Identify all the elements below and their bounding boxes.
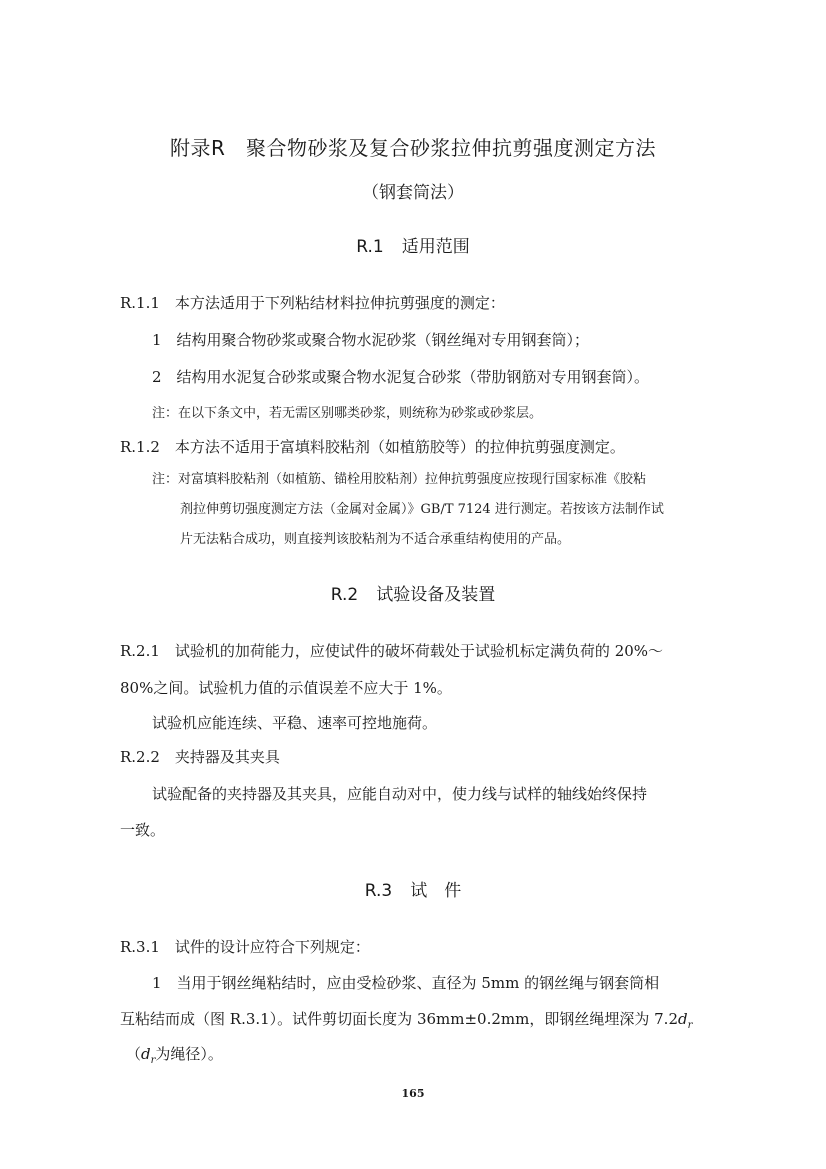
clause-r2-2-line-2: 一致。: [120, 821, 166, 839]
text-run: 为绳径）。: [155, 1045, 223, 1063]
note-1: 注：在以下条文中，若无需区别哪类砂浆，则统称为砂浆或砂浆层。: [152, 406, 543, 421]
note-2-line-3: 片无法粘合成功，则直接判该胶粘剂为不适合承重结构使用的产品。: [180, 532, 571, 547]
subscript-r: r: [150, 1055, 156, 1066]
section-title: 试 件: [410, 881, 462, 901]
clause-r1-1: R.1.1 本方法适用于下列粘结材料拉伸抗剪强度的测定：: [120, 294, 505, 312]
section-title: 试验设备及装置: [376, 585, 496, 605]
section-heading-r2: [0, 580, 826, 605]
note-2-line-2: 剂拉伸剪切强度测定方法（金属对金属）》GB/T 7124 进行测定。若按该方法制作试: [180, 502, 664, 517]
clause-r3-1-item-1-end: [126, 1043, 223, 1066]
clause-r2-2: R.2.2 夹持器及其夹具: [120, 748, 280, 766]
text-run: （: [126, 1045, 142, 1063]
clause-r2-1-line-3: 试验机应能连续、平稳、速率可控地施荷。: [152, 714, 438, 732]
subscript-r: r: [687, 1020, 693, 1031]
section-heading-r1: [0, 232, 826, 257]
section-number: R.1: [356, 237, 384, 257]
page-subtitle: （钢套筒法）: [362, 183, 464, 203]
clause-r1-1-item-2: 2 结构用水泥复合砂浆或聚合物水泥复合砂浆（带肋钢筋对专用钢套筒）。: [152, 368, 650, 386]
clause-r3-1: R.3.1 试件的设计应符合下列规定：: [120, 938, 370, 956]
diameter-symbol: d: [141, 1045, 151, 1063]
clause-r2-2-line-1: 试验配备的夹持器及其夹具，应能自动对中，使力线与试样的轴线始终保持: [152, 785, 648, 803]
clause-r2-1-line-1: R.2.1 试验机的加荷能力，应使试件的破坏荷载处于试验机标定满负荷的 20%～: [120, 642, 664, 660]
page-title: 附录R 聚合物砂浆及复合砂浆拉伸抗剪强度测定方法: [170, 136, 656, 160]
section-number: R.2: [330, 585, 359, 605]
clause-r2-1-line-2: 80%之间。试验机力值的示值误差不应大于 1%。: [120, 679, 452, 697]
clause-r1-1-item-1: 1 结构用聚合物砂浆或聚合物水泥砂浆（钢丝绳对专用钢套筒）；: [152, 331, 590, 349]
clause-r3-1-item-1: 1 当用于钢丝绳粘结时，应由受检砂浆、直径为 5mm 的钢丝绳与钢套筒相: [152, 974, 660, 992]
clause-r3-1-item-1-cont: [120, 1008, 692, 1031]
clause-r1-2: R.1.2 本方法不适用于富填料胶粘剂（如植筋胶等）的拉伸抗剪强度测定。: [120, 438, 625, 456]
section-title: 适用范围: [401, 237, 470, 257]
diameter-symbol: d: [677, 1010, 688, 1028]
page-number: 165: [401, 1087, 425, 1100]
section-heading-r3: [0, 876, 826, 901]
note-2-line-1: 注：对富填料胶粘剂（如植筋、锚栓用胶粘剂）拉伸抗剪强度应按现行国家标准《胶粘: [152, 472, 647, 487]
text-run: 互粘结而成（图 R.3.1）。试件剪切面长度为 36mm±0.2mm，即钢丝绳埋深为 7.2: [120, 1010, 678, 1028]
section-number: R.3: [364, 881, 393, 901]
